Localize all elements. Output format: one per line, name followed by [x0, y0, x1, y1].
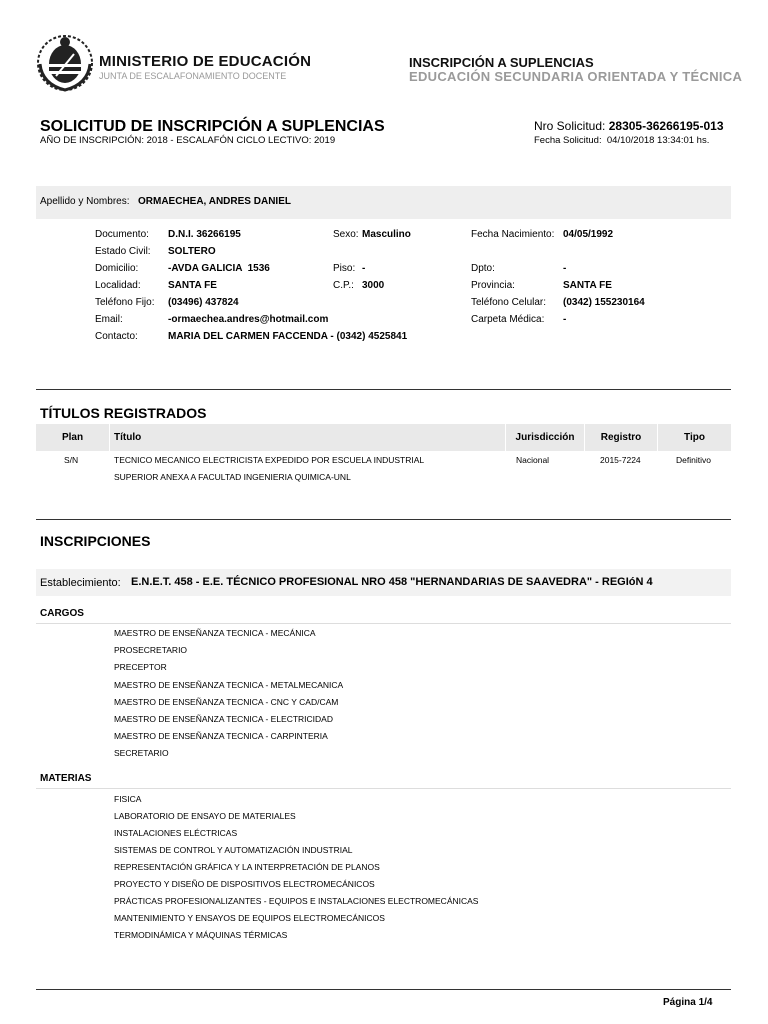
domicilio-label: Domicilio:	[95, 263, 139, 274]
email-value: -ormaechea.andres@hotmail.com	[168, 314, 329, 325]
list-item: MAESTRO DE ENSEÑANZA TECNICA - ELECTRICIDAD	[114, 714, 333, 724]
sexo-value: Masculino	[362, 229, 411, 240]
cp-label: C.P.:	[333, 280, 354, 291]
list-item: PROYECTO Y DISEÑO DE DISPOSITIVOS ELECTROMECÁNICOS	[114, 879, 375, 889]
row-tipo: Definitivo	[676, 455, 711, 465]
request-number-label: Nro Solicitud:	[534, 119, 606, 133]
header-program-subtitle: EDUCACIÓN SECUNDARIA ORIENTADA Y TÉCNICA	[409, 69, 743, 84]
list-item: PRECEPTOR	[114, 662, 167, 672]
estado-value: SOLTERO	[168, 246, 216, 257]
telfijo-label: Teléfono Fijo:	[95, 297, 155, 308]
list-item: LABORATORIO DE ENSAYO DE MATERIALES	[114, 811, 296, 821]
contacto-label: Contacto:	[95, 331, 138, 342]
establecimiento-label: Establecimiento:	[40, 577, 121, 589]
list-item: PRÁCTICAS PROFESIONALIZANTES - EQUIPOS E INSTALACIONES ELECTROMECÁNICAS	[114, 896, 479, 906]
cargos-divider	[36, 623, 731, 624]
list-item: REPRESENTACIÓN GRÁFICA Y LA INTERPRETACIÓN DE PLANOS	[114, 862, 380, 872]
establecimiento-value: E.N.E.T. 458 - E.E. TÉCNICO PROFESIONAL NRO 458 "HERNANDARIAS DE SAAVEDRA" - REGIóN 4	[131, 576, 653, 588]
coat-of-arms-icon	[36, 34, 94, 92]
materias-title: MATERIAS	[40, 773, 92, 784]
document-subtitle: AÑO DE INSCRIPCIÓN: 2018 - ESCALAFÓN CICLO LECTIVO: 2019	[40, 135, 336, 146]
col-header-tipo: Tipo	[658, 424, 731, 451]
domicilio-value: -AVDA GALICIA 1536	[168, 263, 270, 274]
list-item: MAESTRO DE ENSEÑANZA TECNICA - CNC Y CAD/CAM	[114, 697, 339, 707]
inscripciones-section-title: INSCRIPCIONES	[40, 533, 151, 549]
request-number	[534, 119, 724, 133]
carpeta-label: Carpeta Médica:	[471, 314, 545, 325]
piso-label: Piso:	[333, 263, 356, 274]
person-name-bar	[36, 186, 731, 219]
request-date-value: 04/10/2018 13:34:01 hs.	[606, 135, 710, 146]
provincia-label: Provincia:	[471, 280, 515, 291]
cargos-title: CARGOS	[40, 608, 84, 619]
request-number-value: 28305-36266195-013	[608, 119, 724, 133]
nacimiento-label: Fecha Nacimiento:	[471, 229, 555, 240]
nacimiento-value: 04/05/1992	[563, 229, 614, 240]
telfijo-value: (03496) 437824	[168, 297, 239, 308]
list-item: MAESTRO DE ENSEÑANZA TECNICA - MECÁNICA	[114, 628, 316, 638]
titulos-section-title: TÍTULOS REGISTRADOS	[40, 405, 207, 421]
localidad-value: SANTA FE	[168, 280, 217, 291]
header-program-title: INSCRIPCIÓN A SUPLENCIAS	[409, 55, 594, 70]
name-value: ORMAECHEA, ANDRES DANIEL	[138, 196, 291, 207]
establecimiento-bar	[36, 569, 731, 596]
request-date	[534, 135, 709, 146]
piso-value: -	[362, 263, 366, 274]
row-titulo-line1: TECNICO MECANICO ELECTRICISTA EXPEDIDO POR ESCUELA INDUSTRIAL	[114, 455, 425, 465]
cp-value: 3000	[362, 280, 385, 291]
row-registro: 2015-7224	[600, 455, 641, 465]
footer-divider	[36, 989, 731, 990]
request-date-label: Fecha Solicitud:	[534, 135, 602, 146]
ministry-subtitle: JUNTA DE ESCALAFONAMIENTO DOCENTE	[99, 71, 287, 81]
list-item: MAESTRO DE ENSEÑANZA TECNICA - METALMECANICA	[114, 680, 344, 690]
materias-divider	[36, 788, 731, 789]
list-item: MAESTRO DE ENSEÑANZA TECNICA - CARPINTERIA	[114, 731, 328, 741]
list-item: SISTEMAS DE CONTROL Y AUTOMATIZACIÓN INDUSTRIAL	[114, 845, 353, 855]
list-item: MANTENIMIENTO Y ENSAYOS DE EQUIPOS ELECTROMECÁNICOS	[114, 913, 385, 923]
document-title: SOLICITUD DE INSCRIPCIÓN A SUPLENCIAS	[40, 118, 385, 135]
contacto-value: MARIA DEL CARMEN FACCENDA - (0342) 4525841	[168, 331, 408, 342]
list-item: FISICA	[114, 794, 142, 804]
list-item: INSTALACIONES ELÉCTRICAS	[114, 828, 238, 838]
telcel-label: Teléfono Celular:	[471, 297, 547, 308]
list-item: PROSECRETARIO	[114, 645, 188, 655]
section-divider	[36, 519, 731, 520]
dpto-value: -	[563, 263, 567, 274]
row-plan: S/N	[64, 455, 79, 465]
list-item: TERMODINÁMICA Y MÁQUINAS TÉRMICAS	[114, 930, 288, 940]
row-jurisdiccion: Nacional	[516, 455, 550, 465]
email-label: Email:	[95, 314, 123, 325]
documento-value: D.N.I. 36266195	[168, 229, 241, 240]
dpto-label: Dpto:	[471, 263, 495, 274]
carpeta-value: -	[563, 314, 567, 325]
ministry-title: MINISTERIO DE EDUCACIÓN	[99, 53, 312, 70]
estado-label: Estado Civil:	[95, 246, 151, 257]
telcel-value: (0342) 155230164	[563, 297, 645, 308]
col-header-jurisdiccion: Jurisdicción	[506, 424, 584, 451]
localidad-label: Localidad:	[95, 280, 141, 291]
col-header-titulo: Título	[110, 424, 505, 451]
documento-label: Documento:	[95, 229, 149, 240]
section-divider	[36, 389, 731, 390]
provincia-value: SANTA FE	[563, 280, 612, 291]
row-titulo-line2: SUPERIOR ANEXA A FACULTAD INGENIERIA QUIMICA-UNL	[114, 472, 351, 482]
col-header-registro: Registro	[585, 424, 657, 451]
page-number: Página 1/4	[663, 997, 713, 1008]
sexo-label: Sexo:	[333, 229, 359, 240]
list-item: SECRETARIO	[114, 748, 169, 758]
name-label: Apellido y Nombres:	[40, 196, 130, 207]
col-header-plan: Plan	[36, 424, 109, 451]
